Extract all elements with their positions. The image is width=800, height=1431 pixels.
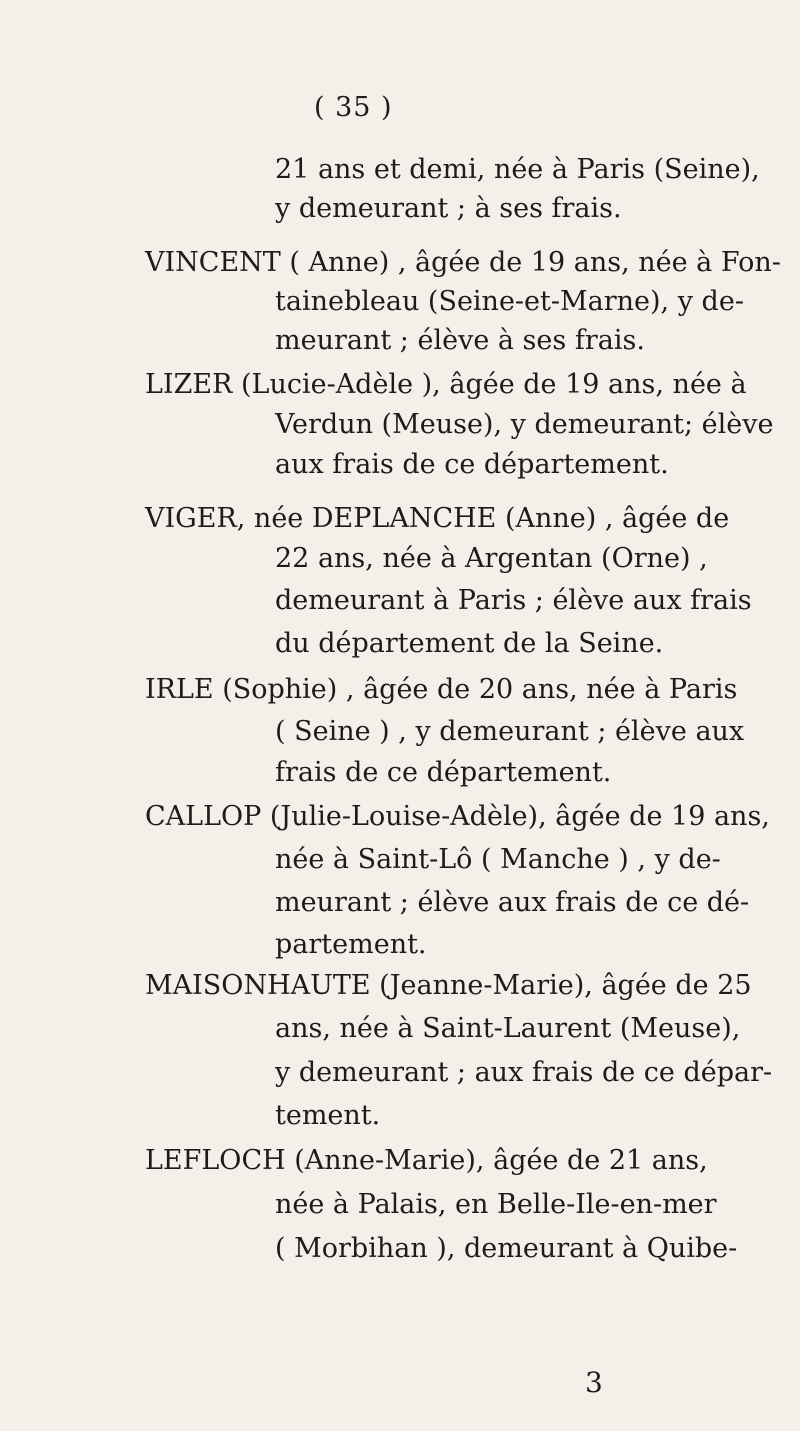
entry-irle: IRLE (Sophie) , âgée de 20 ans, née à Paris bbox=[145, 674, 738, 705]
text-line: 22 ans, née à Argentan (Orne) , bbox=[275, 543, 708, 574]
text-line: meurant ; élève à ses frais. bbox=[275, 325, 645, 356]
entry-viger: VIGER, née DEPLANCHE (Anne) , âgée de bbox=[145, 503, 730, 534]
text-line: 21 ans et demi, née à Paris (Seine), bbox=[275, 154, 760, 185]
text-line: aux frais de ce département. bbox=[275, 449, 669, 480]
text-line: y demeurant ; à ses frais. bbox=[275, 193, 622, 224]
text-line: tainebleau (Seine-et-Marne), y de- bbox=[275, 286, 744, 317]
entry-lizer: LIZER (Lucie-Adèle ), âgée de 19 ans, née à bbox=[145, 369, 747, 400]
text-line: tement. bbox=[275, 1100, 381, 1131]
text-line: née à Palais, en Belle-Ile-en-mer bbox=[275, 1189, 717, 1220]
entry-lefloch: LEFLOCH (Anne-Marie), âgée de 21 ans, bbox=[145, 1145, 708, 1176]
page-number: ( 35 ) bbox=[314, 92, 393, 123]
text-line: Verdun (Meuse), y demeurant; élève bbox=[275, 409, 774, 440]
text-line: meurant ; élève aux frais de ce dé- bbox=[275, 887, 750, 918]
text-line: demeurant à Paris ; élève aux frais bbox=[275, 585, 752, 616]
text-line: frais de ce département. bbox=[275, 757, 612, 788]
signature-mark: 3 bbox=[585, 1366, 603, 1399]
text-line: ( Morbihan ), demeurant à Quibe- bbox=[275, 1233, 738, 1264]
text-line: ans, née à Saint-Laurent (Meuse), bbox=[275, 1013, 741, 1044]
text-line: y demeurant ; aux frais de ce dépar- bbox=[275, 1057, 773, 1088]
entry-maisonhaute: MAISONHAUTE (Jeanne-Marie), âgée de 25 bbox=[145, 970, 752, 1001]
text-line: partement. bbox=[275, 929, 427, 960]
text-line: ( Seine ) , y demeurant ; élève aux bbox=[275, 716, 745, 747]
entry-vincent: VINCENT ( Anne) , âgée de 19 ans, née à Fon- bbox=[145, 247, 781, 278]
text-line: née à Saint-Lô ( Manche ) , y de- bbox=[275, 844, 721, 875]
entry-callop: CALLOP (Julie-Louise-Adèle), âgée de 19 ans, bbox=[145, 801, 770, 832]
text-line: du département de la Seine. bbox=[275, 628, 664, 659]
